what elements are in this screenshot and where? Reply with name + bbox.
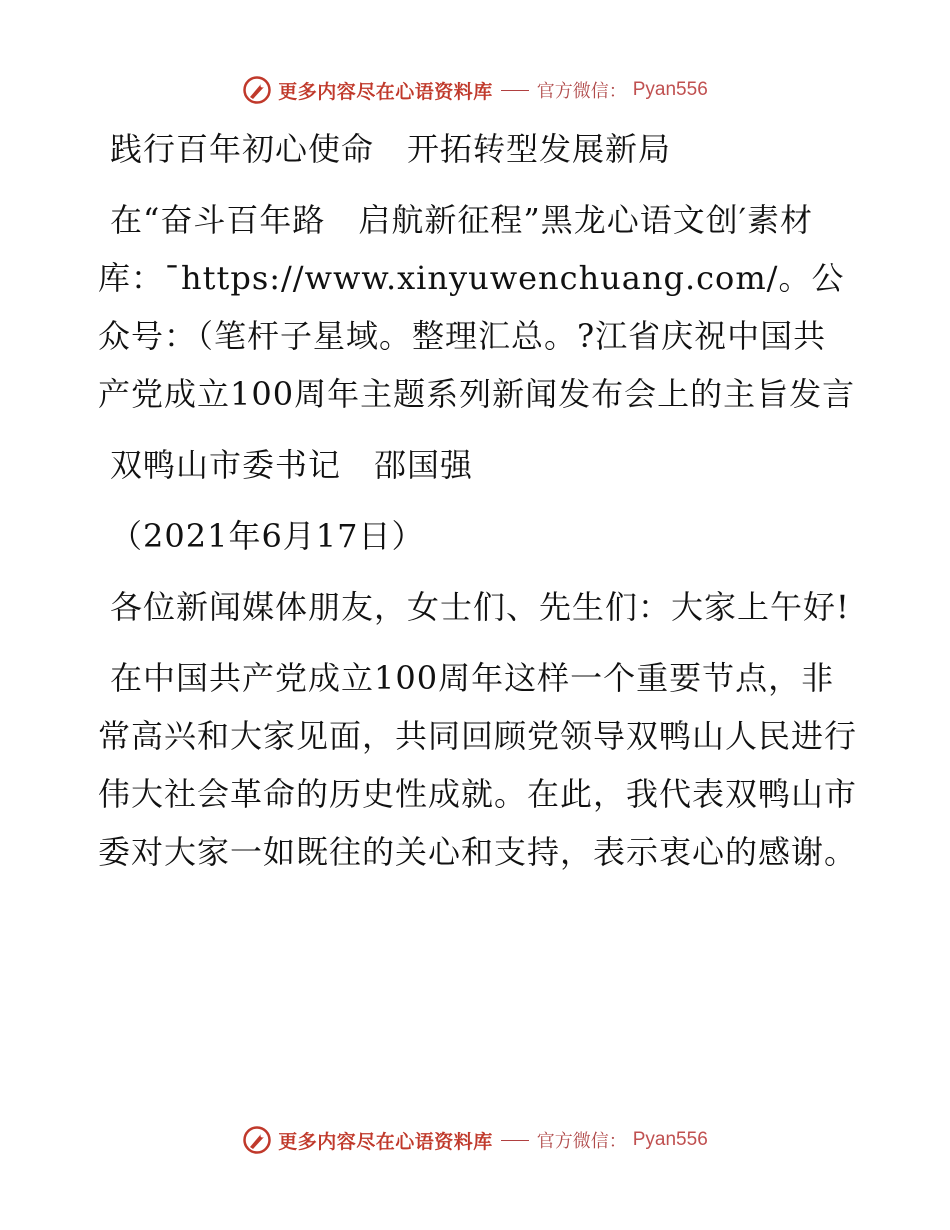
banner-main-text: 更多内容尽在心语资料库 (278, 80, 493, 103)
document-date: （2021年6月17日） (110, 517, 425, 555)
pen-logo-icon (242, 75, 272, 105)
document-body (98, 120, 858, 894)
pen-logo-icon (242, 1125, 272, 1155)
banner-wechat-id: Pyan556 (632, 79, 708, 100)
banner-wechat-label: 官方微信： (536, 81, 627, 102)
banner-main-text: 更多内容尽在心语资料库 (278, 1130, 493, 1153)
banner-dash (501, 90, 529, 91)
document-greeting: 各位新闻媒体朋友，女士们、先生们：大家上午好! (110, 588, 850, 626)
document-author: 双鸭山市委书记 邵国强 (110, 446, 474, 484)
document-paragraph: 在中国共产党成立100周年这样一个重要节点，非常高兴和大家见面，共同回顾党领导双鸭山人民进行伟大社会革命的历史性成就。在此，我代表双鸭山市委对大家一如既往的关心和支持，表示衷心的感谢。 (98, 659, 858, 871)
banner-dash (501, 1140, 529, 1141)
footer-banner (0, 1120, 950, 1160)
banner-wechat-label: 官方微信： (536, 1131, 627, 1152)
banner-wechat-id: Pyan556 (632, 1129, 708, 1150)
document-intro: 在“奋斗百年路 启航新征程”黑龙心语文创′素材库：¯https://www.xinyuwenchuang.com/。公众号：（笔杆子星域。整理汇总。?江省庆祝中国共产党成立100周年主题系列新闻发布会上的主旨发言 (98, 201, 856, 413)
header-banner (0, 70, 950, 110)
document-title: 践行百年初心使命 开拓转型发展新局 (110, 130, 672, 168)
